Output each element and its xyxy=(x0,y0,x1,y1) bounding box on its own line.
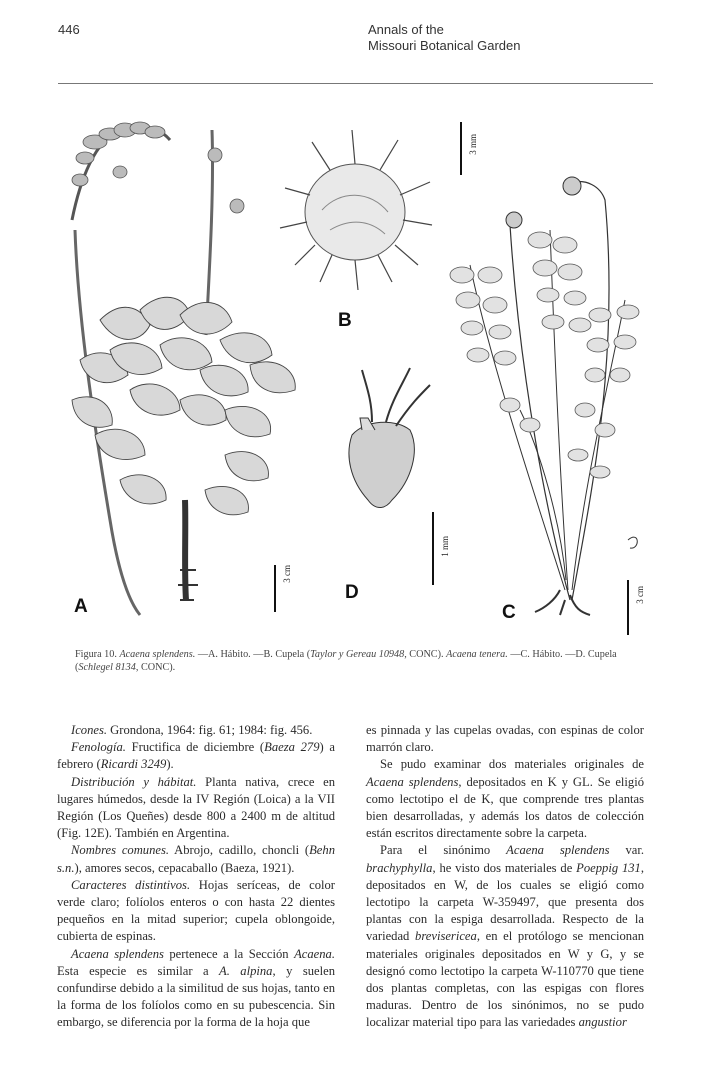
italic-text: Acaena splendens xyxy=(366,774,459,789)
italic-text: Acaena. xyxy=(294,946,335,961)
text-run: Planta nativa, crece en lugares húmedos, desde la IV Región (Loica) a la VII Región (Los Queñes) desde 800 a 2400 m de altitud (Fig. 12E). También en Argentina. xyxy=(57,774,335,841)
text-run: ). xyxy=(166,757,174,772)
figure-label-a: A xyxy=(74,596,88,617)
italic-text: Taylor y Gereau 10948 xyxy=(310,649,405,660)
italic-text: Ricardi 3249 xyxy=(100,757,167,772)
figure-caption xyxy=(75,648,655,674)
text-run: , CONC). xyxy=(404,649,447,660)
text-run: Figura 10. xyxy=(75,649,120,660)
italic-text: brevisericea xyxy=(415,929,477,944)
paragraph xyxy=(57,946,335,1032)
text-run: Grondona, 1964: fig. 61; 1984: fig. 456. xyxy=(107,723,313,737)
page-number: 446 xyxy=(58,22,80,37)
text-run: Fructifica de diciembre ( xyxy=(125,740,265,755)
figure-label-b: B xyxy=(338,310,352,331)
text-run: pertenece a la Sección xyxy=(163,946,295,961)
journal-title-line2: Missouri Botanical Garden xyxy=(368,38,521,53)
scale-bar-d-label: 1 mm xyxy=(440,536,450,557)
text-run: Hojas seríceas, de color verde claro; folíolos enteros o con hasta 22 dientes pequeños en la mitad superior; cupela oblongoide, cubierta de espinas. xyxy=(57,877,335,944)
text-run: , y suelen confundirse debido a la similitud de sus hojas, tanto en la forma de los folíolos como en su pubescencia. Sin embargo, se diferencia por la forma de la hoja que xyxy=(57,963,335,1030)
journal-title-line1: Annals of the xyxy=(368,22,444,37)
text-run: —A. Hábito. —B. Cupela ( xyxy=(195,649,311,660)
text-run: Se pudo examinar dos materiales originales de xyxy=(380,757,644,772)
text-run: es pinnada y las cupelas ovadas, con espinas de color marrón claro. xyxy=(366,723,644,755)
text-run: ), amores secos, cepacaballo (Baeza, 1921). xyxy=(74,860,295,875)
text-run: Abrojo, cadillo, choncli ( xyxy=(169,843,310,858)
paragraph xyxy=(366,756,644,842)
text-run: Esta especie es similar a xyxy=(57,963,220,978)
cupule-b-illustration xyxy=(280,130,432,290)
plant-c-illustration xyxy=(450,177,639,615)
italic-text: Nombres comunes. xyxy=(71,843,170,858)
italic-text: Caracteres distintivos. xyxy=(71,877,191,892)
italic-text: brachyphylla xyxy=(366,860,433,875)
text-run: —C. Hábito. —D. Cupela ( xyxy=(75,649,617,673)
scale-bar-c-label: 3 cm xyxy=(635,586,645,604)
text-run: Para el sinónimo xyxy=(380,843,507,858)
italic-text: Acaena splendens xyxy=(506,843,610,858)
paragraph xyxy=(57,739,335,773)
italic-text: Baeza 279 xyxy=(264,740,320,755)
italic-text: Acaena splendens. xyxy=(119,649,196,660)
scale-bar-a-label: 3 cm xyxy=(282,565,292,583)
paragraph xyxy=(57,722,335,739)
figure-label-d: D xyxy=(345,582,359,603)
scale-bar-b-label: 3 mm xyxy=(468,134,478,155)
italic-text: Acaena splendens xyxy=(71,946,164,961)
cupule-d-illustration xyxy=(349,368,430,508)
italic-text: Poeppig 131 xyxy=(576,860,641,875)
italic-text: Acaena tenera. xyxy=(446,649,508,660)
botanical-figure xyxy=(0,100,705,650)
paragraph xyxy=(57,842,335,876)
text-run: , en el protólogo se mencionan materiales originales depositados en W y G, y se designó como lectotipo la carpeta W-110770 que tiene dos plantas completas, con las espigas con flores maduras. Dentro de los sinónimos, no se pudo localizar material tipo para las variedades xyxy=(366,929,644,1030)
text-run: ) a febrero ( xyxy=(57,740,335,772)
italic-text: Behn s.n. xyxy=(57,843,335,875)
text-run: , he visto dos materiales de xyxy=(432,860,577,875)
text-run: , CONC). xyxy=(135,662,176,673)
right-column xyxy=(366,722,644,1032)
italic-text: Distribución y hábitat. xyxy=(71,774,197,789)
paragraph xyxy=(366,722,644,756)
italic-text: Icones. xyxy=(71,723,108,737)
text-run: , depositados en K y GL. Se eligió como lectotipo el de K, que comprende tres plantas bien desarrolladas, y además los datos de colección están escritos directamente sobre la carpeta. xyxy=(366,774,644,841)
italic-text: angustior xyxy=(578,1015,627,1030)
italic-text: Fenología. xyxy=(71,740,126,755)
paragraph xyxy=(57,774,335,843)
paragraph xyxy=(57,877,335,946)
plant-a-illustration xyxy=(72,122,295,615)
text-run: var. xyxy=(609,843,644,858)
header-rule xyxy=(58,83,653,84)
text-run: , depositados en W, de los cuales se eligió como lectotipo la carpeta W-359497, que presenta dos plantas con la espiga desarrollada. Respecto de la variedad xyxy=(366,860,644,944)
journal-title xyxy=(368,22,520,54)
italic-text: Schlegel 8134 xyxy=(78,662,136,673)
italic-text: A. alpina xyxy=(219,963,273,978)
figure-illustration xyxy=(0,100,705,650)
left-column xyxy=(57,722,335,1032)
figure-label-c: C xyxy=(502,602,516,623)
paragraph xyxy=(366,842,644,1031)
